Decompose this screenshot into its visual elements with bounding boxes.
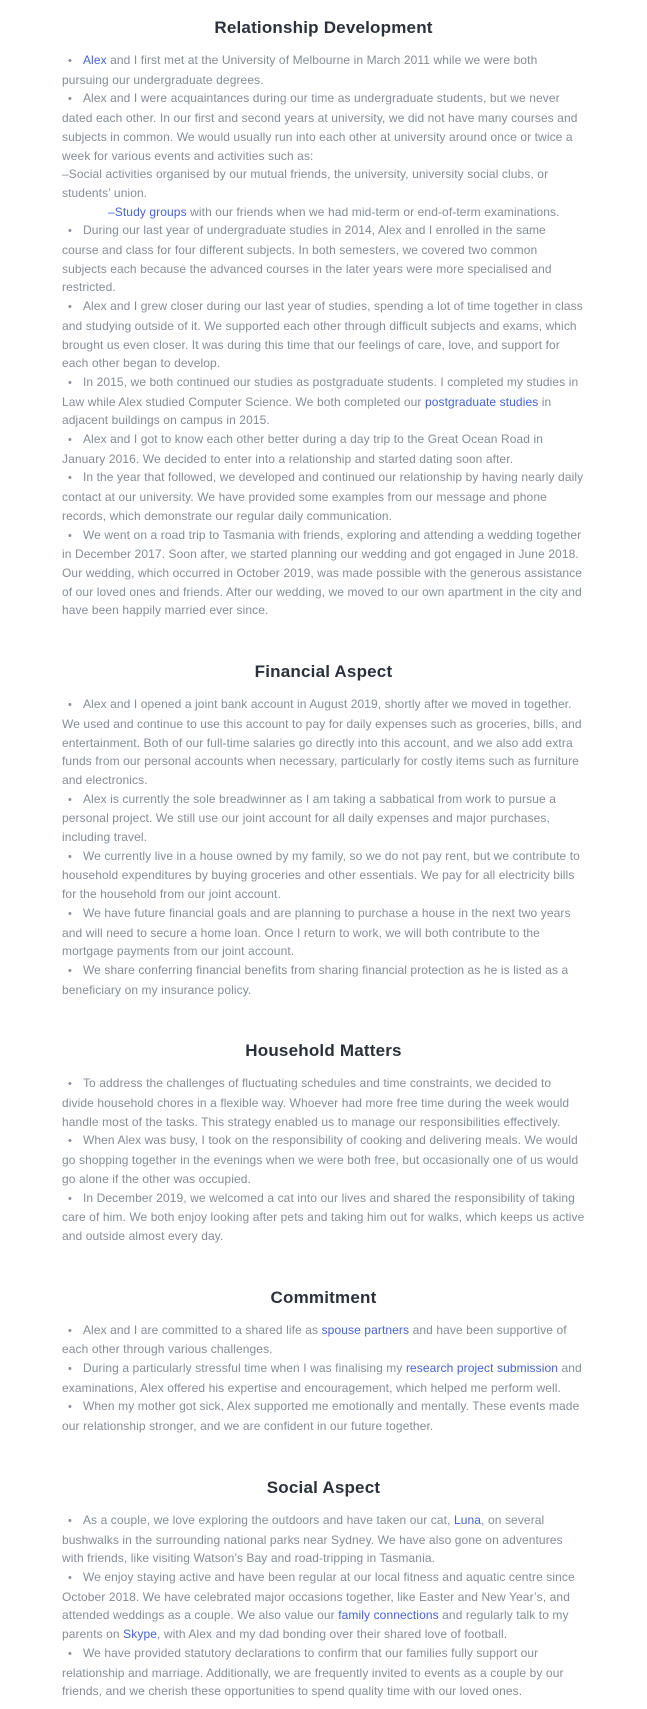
- bullet-icon: •: [68, 301, 72, 314]
- section-title-commitment: Commitment: [270, 1287, 377, 1307]
- text-run: Alex and I are committed to a shared life as: [82, 1322, 322, 1337]
- bullet-item: [62, 51, 585, 89]
- inline-link-spouse-partners[interactable]: spouse partners: [321, 1322, 410, 1337]
- text-run: In December 2019, we welcomed a cat into our lives and shared the responsibility of taking care of him. We both enjoy looking after pets and taking him out for walks, which keeps us active and outside almost every day.: [62, 1190, 585, 1243]
- bullet-icon: •: [68, 1514, 72, 1527]
- text-run: with our friends when we had mid-term or end-of-term examinations.: [186, 204, 560, 219]
- text-run: We have provided statutory declarations to confirm that our families fully support our relationship and marriage. Additionally, we are frequently invited to events as a couple by our friends, and we cherish these opportunities to spend quality time with our loved ones.: [62, 1645, 564, 1699]
- bullet-icon: •: [68, 225, 72, 238]
- inline-link-skype[interactable]: Skype: [123, 1627, 158, 1642]
- bullet-item: [62, 904, 585, 961]
- bullet-item: [62, 1074, 585, 1131]
- bullet-icon: •: [68, 1572, 72, 1584]
- inline-link-alex[interactable]: Alex: [82, 53, 107, 67]
- bullet-item: [62, 221, 585, 297]
- section-social-aspect: [62, 1478, 585, 1701]
- bullet-icon: •: [68, 434, 72, 447]
- bullet-icon: •: [68, 1647, 72, 1660]
- text-run: Alex and I were acquaintances during our time as undergraduate students, but we never dated each other. In our first and second years at university, we did not have many courses and subjects in common. We would usually run into each other at university around once or twice a week for various events and activities such as:: [62, 91, 578, 163]
- bullet-item: [62, 468, 585, 525]
- inline-link-luna[interactable]: Luna: [453, 1512, 482, 1527]
- inline-link-study-groups[interactable]: –Study groups: [108, 204, 187, 219]
- text-run: During a particularly stressful time when I was finalising my: [82, 1361, 406, 1376]
- text-run: When Alex was busy, I took on the responsibility of cooking and delivering meals. We would go shopping together in the evenings when we were both free, but occasionally one of us would go alone if the other was occupied.: [62, 1133, 579, 1186]
- bullet-icon: •: [68, 793, 72, 806]
- bullet-icon: •: [68, 376, 72, 389]
- text-run: In the year that followed, we developed and continued our relationship by having nearly daily contact at our university. We have provided some examples from our message and phone records, which demonstrate our regular daily communication.: [62, 470, 584, 523]
- text-run: Alex and I got to know each other better during a day trip to the Great Ocean Road in January 2016. We decided to enter into a relationship and started dating soon after.: [62, 432, 544, 466]
- sub-item: [62, 165, 585, 202]
- bullet-item: [62, 790, 585, 847]
- section-title-social-aspect: Social Aspect: [266, 1477, 381, 1497]
- text-run: , on several bushwalks in the surrounding national parks near Sydney. We have also gone on adventures with friends, like visiting Watson’s Bay and road-tripping in Tasmania.: [62, 1512, 563, 1566]
- bullet-item: [62, 430, 585, 468]
- bullet-icon: •: [68, 699, 72, 712]
- text-run: Alex and I opened a joint bank account in August 2019, shortly after we moved in together. We used and continue to use this account to pay for daily expenses such as groceries, bills, and entertainment. Both of our full-time salaries go directly into this account, and we also add extra funds from our personal accounts when necessary, particularly for costly items such as furniture and electronics.: [62, 697, 582, 787]
- bullet-icon: •: [68, 1363, 72, 1376]
- bullet-icon: •: [68, 472, 72, 485]
- text-run: We have future financial goals and are planning to purchase a house in the next two years and will need to secure a home loan. Once I return to work, we will both contribute to the mortgage payments from our joint account.: [62, 905, 571, 959]
- bullet-icon: •: [68, 93, 72, 106]
- bullet-item: [62, 89, 585, 165]
- bullet-icon: •: [68, 964, 72, 977]
- bullet-item: [62, 695, 585, 790]
- bullet-item: [62, 1359, 585, 1397]
- section-household-matters: [62, 1041, 585, 1245]
- bullet-item: [62, 526, 585, 621]
- text-run: We currently live in a house owned by my family, so we do not pay rent, but we contribute to household expenditures by buying groceries and other essentials. We pay for all electricity bills for the household from our joint account.: [62, 848, 580, 902]
- text-run: We share conferring financial benefits from sharing financial protection as he is listed as a beneficiary on my insurance policy.: [62, 962, 569, 997]
- bullet-icon: •: [68, 55, 72, 67]
- bullet-icon: •: [68, 1401, 72, 1414]
- text-run: As a couple, we love exploring the outdoors and have taken our cat,: [82, 1512, 454, 1527]
- bullet-item: [62, 1511, 585, 1568]
- inline-link-postgraduate-studies[interactable]: postgraduate studies: [424, 394, 539, 409]
- bullet-item: [62, 961, 585, 999]
- text-run: Alex is currently the sole breadwinner as I am taking a sabbatical from work to pursue a personal project. We still use our joint account for all daily expenses and major purchases, including travel.: [62, 791, 556, 845]
- section-title-financial-aspect: Financial Aspect: [254, 662, 393, 682]
- bullet-icon: •: [68, 907, 72, 920]
- section-financial-aspect: [62, 662, 585, 999]
- bullet-icon: •: [68, 1324, 72, 1337]
- text-run: In 2015, we both continued our studies as postgraduate students. I completed my studies in Law while Alex studied Computer Science. We both completed our: [62, 374, 579, 409]
- bullet-item: [62, 1189, 585, 1246]
- bullet-item: [62, 1321, 585, 1359]
- bullet-icon: •: [68, 850, 72, 863]
- text-run: in adjacent buildings on campus in 2015.: [62, 394, 552, 428]
- text-run: and regularly talk to my parents on: [62, 1608, 569, 1642]
- sub-item: [62, 203, 585, 222]
- text-run: and I first met at the University of Melbourne in March 2011 while we were both pursuing our undergraduate degrees.: [62, 53, 538, 87]
- bullet-item: [62, 297, 585, 373]
- bullet-item: [62, 1397, 585, 1435]
- text-run: and have been supportive of each other through various challenges.: [62, 1322, 567, 1357]
- text-run: , with Alex and my dad bonding over their shared love of football.: [157, 1627, 508, 1642]
- text-run: Alex and I grew closer during our last year of studies, spending a lot of time together in class and studying outside of it. We supported each other through difficult subjects and exams, which brought us even closer. It was during this time that our feelings of care, love, and support for each other began to develop.: [62, 299, 583, 371]
- bullet-item: [62, 1568, 585, 1644]
- bullet-item: [62, 1131, 585, 1188]
- text-run: To address the challenges of fluctuating schedules and time constraints, we decided to divide household chores in a flexible way. Whoever had more free time during the week would handle most of the tasks. This strategy enabled us to manage our responsibilities effectively.: [62, 1076, 570, 1129]
- bullet-icon: •: [68, 1078, 72, 1091]
- section-title-relationship-development: Relationship Development: [214, 18, 433, 37]
- bullet-item: [62, 373, 585, 430]
- text-run: During our last year of undergraduate studies in 2014, Alex and I enrolled in the same course and class for four different subjects. In both semesters, we covered two common subjects each because the advanced courses in the later years were more specialised and restricted.: [62, 223, 552, 295]
- inline-link-family-connections[interactable]: family connections: [338, 1608, 439, 1623]
- bullet-item: [62, 1644, 585, 1701]
- bullet-icon: •: [68, 1192, 72, 1205]
- section-relationship-development: [62, 18, 585, 620]
- section-title-household-matters: Household Matters: [245, 1041, 402, 1061]
- text-run: –Social activities organised by our mutual friends, the university, university social clubs, or students’ union.: [62, 167, 549, 200]
- section-commitment: [62, 1288, 585, 1436]
- inline-link-research-project-submission[interactable]: research project submission: [405, 1361, 559, 1376]
- text-run: and examinations, Alex offered his expertise and encouragement, which helped me perform well.: [62, 1361, 582, 1395]
- bullet-item: [62, 847, 585, 904]
- text-run: We went on a road trip to Tasmania with friends, exploring and attending a wedding together in December 2017. Soon after, we started planning our wedding and got engaged in June 2018. Our wedding, which occurred in October 2019, was made possible with the generous assistance of our loved ones and friends. After our wedding, we moved to our own apartment in the city and have been happily married ever since.: [62, 527, 583, 618]
- bullet-icon: •: [68, 1135, 72, 1148]
- bullet-icon: •: [68, 529, 72, 542]
- document-body: [0, 18, 647, 1709]
- text-run: We enjoy staying active and have been regular at our local fitness and aquatic centre since October 2018. We have celebrated major occasions together, like Easter and New Year’s, and attended weddings as a couple. We also value our: [62, 1570, 575, 1623]
- text-run: When my mother got sick, Alex supported me emotionally and mentally. These events made our relationship stronger, and we are confident in our future together.: [62, 1399, 580, 1434]
